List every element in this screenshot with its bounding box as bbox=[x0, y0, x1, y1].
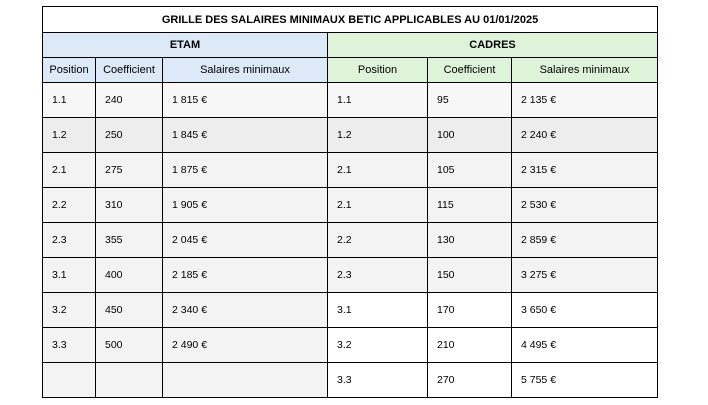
cadres-salary-cell: 4 495 € bbox=[512, 328, 658, 363]
table-row bbox=[43, 83, 658, 118]
cadres-position-cell: 2.3 bbox=[328, 258, 428, 293]
table-title: GRILLE DES SALAIRES MINIMAUX BETIC APPLICABLES AU 01/01/2025 bbox=[43, 7, 658, 33]
column-header-row bbox=[43, 58, 658, 83]
table-row bbox=[43, 118, 658, 153]
cadres-position-cell: 1.2 bbox=[328, 118, 428, 153]
etam-position-cell: 2.3 bbox=[43, 223, 96, 258]
etam-salary-cell: 1 845 € bbox=[163, 118, 328, 153]
table-row bbox=[43, 363, 658, 398]
cadres-coefficient-header: Coefficient bbox=[428, 58, 512, 83]
title-row bbox=[43, 7, 658, 33]
table-row bbox=[43, 258, 658, 293]
etam-salary-cell: 1 875 € bbox=[163, 153, 328, 188]
cadres-salary-header: Salaires minimaux bbox=[512, 58, 658, 83]
etam-salary-cell: 1 815 € bbox=[163, 83, 328, 118]
cadres-position-header: Position bbox=[328, 58, 428, 83]
cadres-salary-cell: 2 240 € bbox=[512, 118, 658, 153]
etam-coefficient-cell: 400 bbox=[96, 258, 163, 293]
table-row bbox=[43, 293, 658, 328]
cadres-salary-cell: 2 859 € bbox=[512, 223, 658, 258]
cadres-salary-cell: 2 135 € bbox=[512, 83, 658, 118]
etam-position-cell: 2.2 bbox=[43, 188, 96, 223]
etam-position-cell: 3.1 bbox=[43, 258, 96, 293]
cadres-position-cell: 2.1 bbox=[328, 188, 428, 223]
cadres-group-header: CADRES bbox=[328, 33, 658, 58]
cadres-salary-cell: 2 315 € bbox=[512, 153, 658, 188]
cadres-coefficient-cell: 105 bbox=[428, 153, 512, 188]
table-row bbox=[43, 328, 658, 363]
cadres-position-cell: 1.1 bbox=[328, 83, 428, 118]
cadres-coefficient-cell: 170 bbox=[428, 293, 512, 328]
etam-coefficient-cell: 240 bbox=[96, 83, 163, 118]
etam-salary-cell: 2 045 € bbox=[163, 223, 328, 258]
etam-coefficient-cell: 500 bbox=[96, 328, 163, 363]
cadres-coefficient-cell: 150 bbox=[428, 258, 512, 293]
etam-coefficient-cell: 355 bbox=[96, 223, 163, 258]
etam-position-cell: 2.1 bbox=[43, 153, 96, 188]
etam-position-header: Position bbox=[43, 58, 96, 83]
etam-position-cell: 1.1 bbox=[43, 83, 96, 118]
etam-salary-header: Salaires minimaux bbox=[163, 58, 328, 83]
cadres-coefficient-cell: 210 bbox=[428, 328, 512, 363]
etam-salary-cell bbox=[163, 363, 328, 398]
cadres-salary-cell: 5 755 € bbox=[512, 363, 658, 398]
etam-position-cell: 3.2 bbox=[43, 293, 96, 328]
cadres-coefficient-cell: 100 bbox=[428, 118, 512, 153]
cadres-coefficient-cell: 270 bbox=[428, 363, 512, 398]
table-row bbox=[43, 188, 658, 223]
etam-coefficient-cell bbox=[96, 363, 163, 398]
cadres-position-cell: 2.1 bbox=[328, 153, 428, 188]
group-header-row bbox=[43, 33, 658, 58]
cadres-position-cell: 3.2 bbox=[328, 328, 428, 363]
cadres-coefficient-cell: 130 bbox=[428, 223, 512, 258]
etam-coefficient-cell: 275 bbox=[96, 153, 163, 188]
etam-coefficient-cell: 450 bbox=[96, 293, 163, 328]
cadres-position-cell: 2.2 bbox=[328, 223, 428, 258]
etam-position-cell: 1.2 bbox=[43, 118, 96, 153]
etam-coefficient-cell: 310 bbox=[96, 188, 163, 223]
table-row bbox=[43, 223, 658, 258]
etam-salary-cell: 2 340 € bbox=[163, 293, 328, 328]
cadres-position-cell: 3.1 bbox=[328, 293, 428, 328]
etam-position-cell: 3.3 bbox=[43, 328, 96, 363]
etam-group-header: ETAM bbox=[43, 33, 328, 58]
table-row bbox=[43, 153, 658, 188]
cadres-coefficient-cell: 115 bbox=[428, 188, 512, 223]
etam-coefficient-cell: 250 bbox=[96, 118, 163, 153]
etam-salary-cell: 2 490 € bbox=[163, 328, 328, 363]
etam-salary-cell: 1 905 € bbox=[163, 188, 328, 223]
cadres-salary-cell: 2 530 € bbox=[512, 188, 658, 223]
etam-salary-cell: 2 185 € bbox=[163, 258, 328, 293]
cadres-coefficient-cell: 95 bbox=[428, 83, 512, 118]
etam-coefficient-header: Coefficient bbox=[96, 58, 163, 83]
etam-position-cell bbox=[43, 363, 96, 398]
cadres-salary-cell: 3 650 € bbox=[512, 293, 658, 328]
salary-grid-table bbox=[42, 6, 658, 398]
cadres-position-cell: 3.3 bbox=[328, 363, 428, 398]
cadres-salary-cell: 3 275 € bbox=[512, 258, 658, 293]
